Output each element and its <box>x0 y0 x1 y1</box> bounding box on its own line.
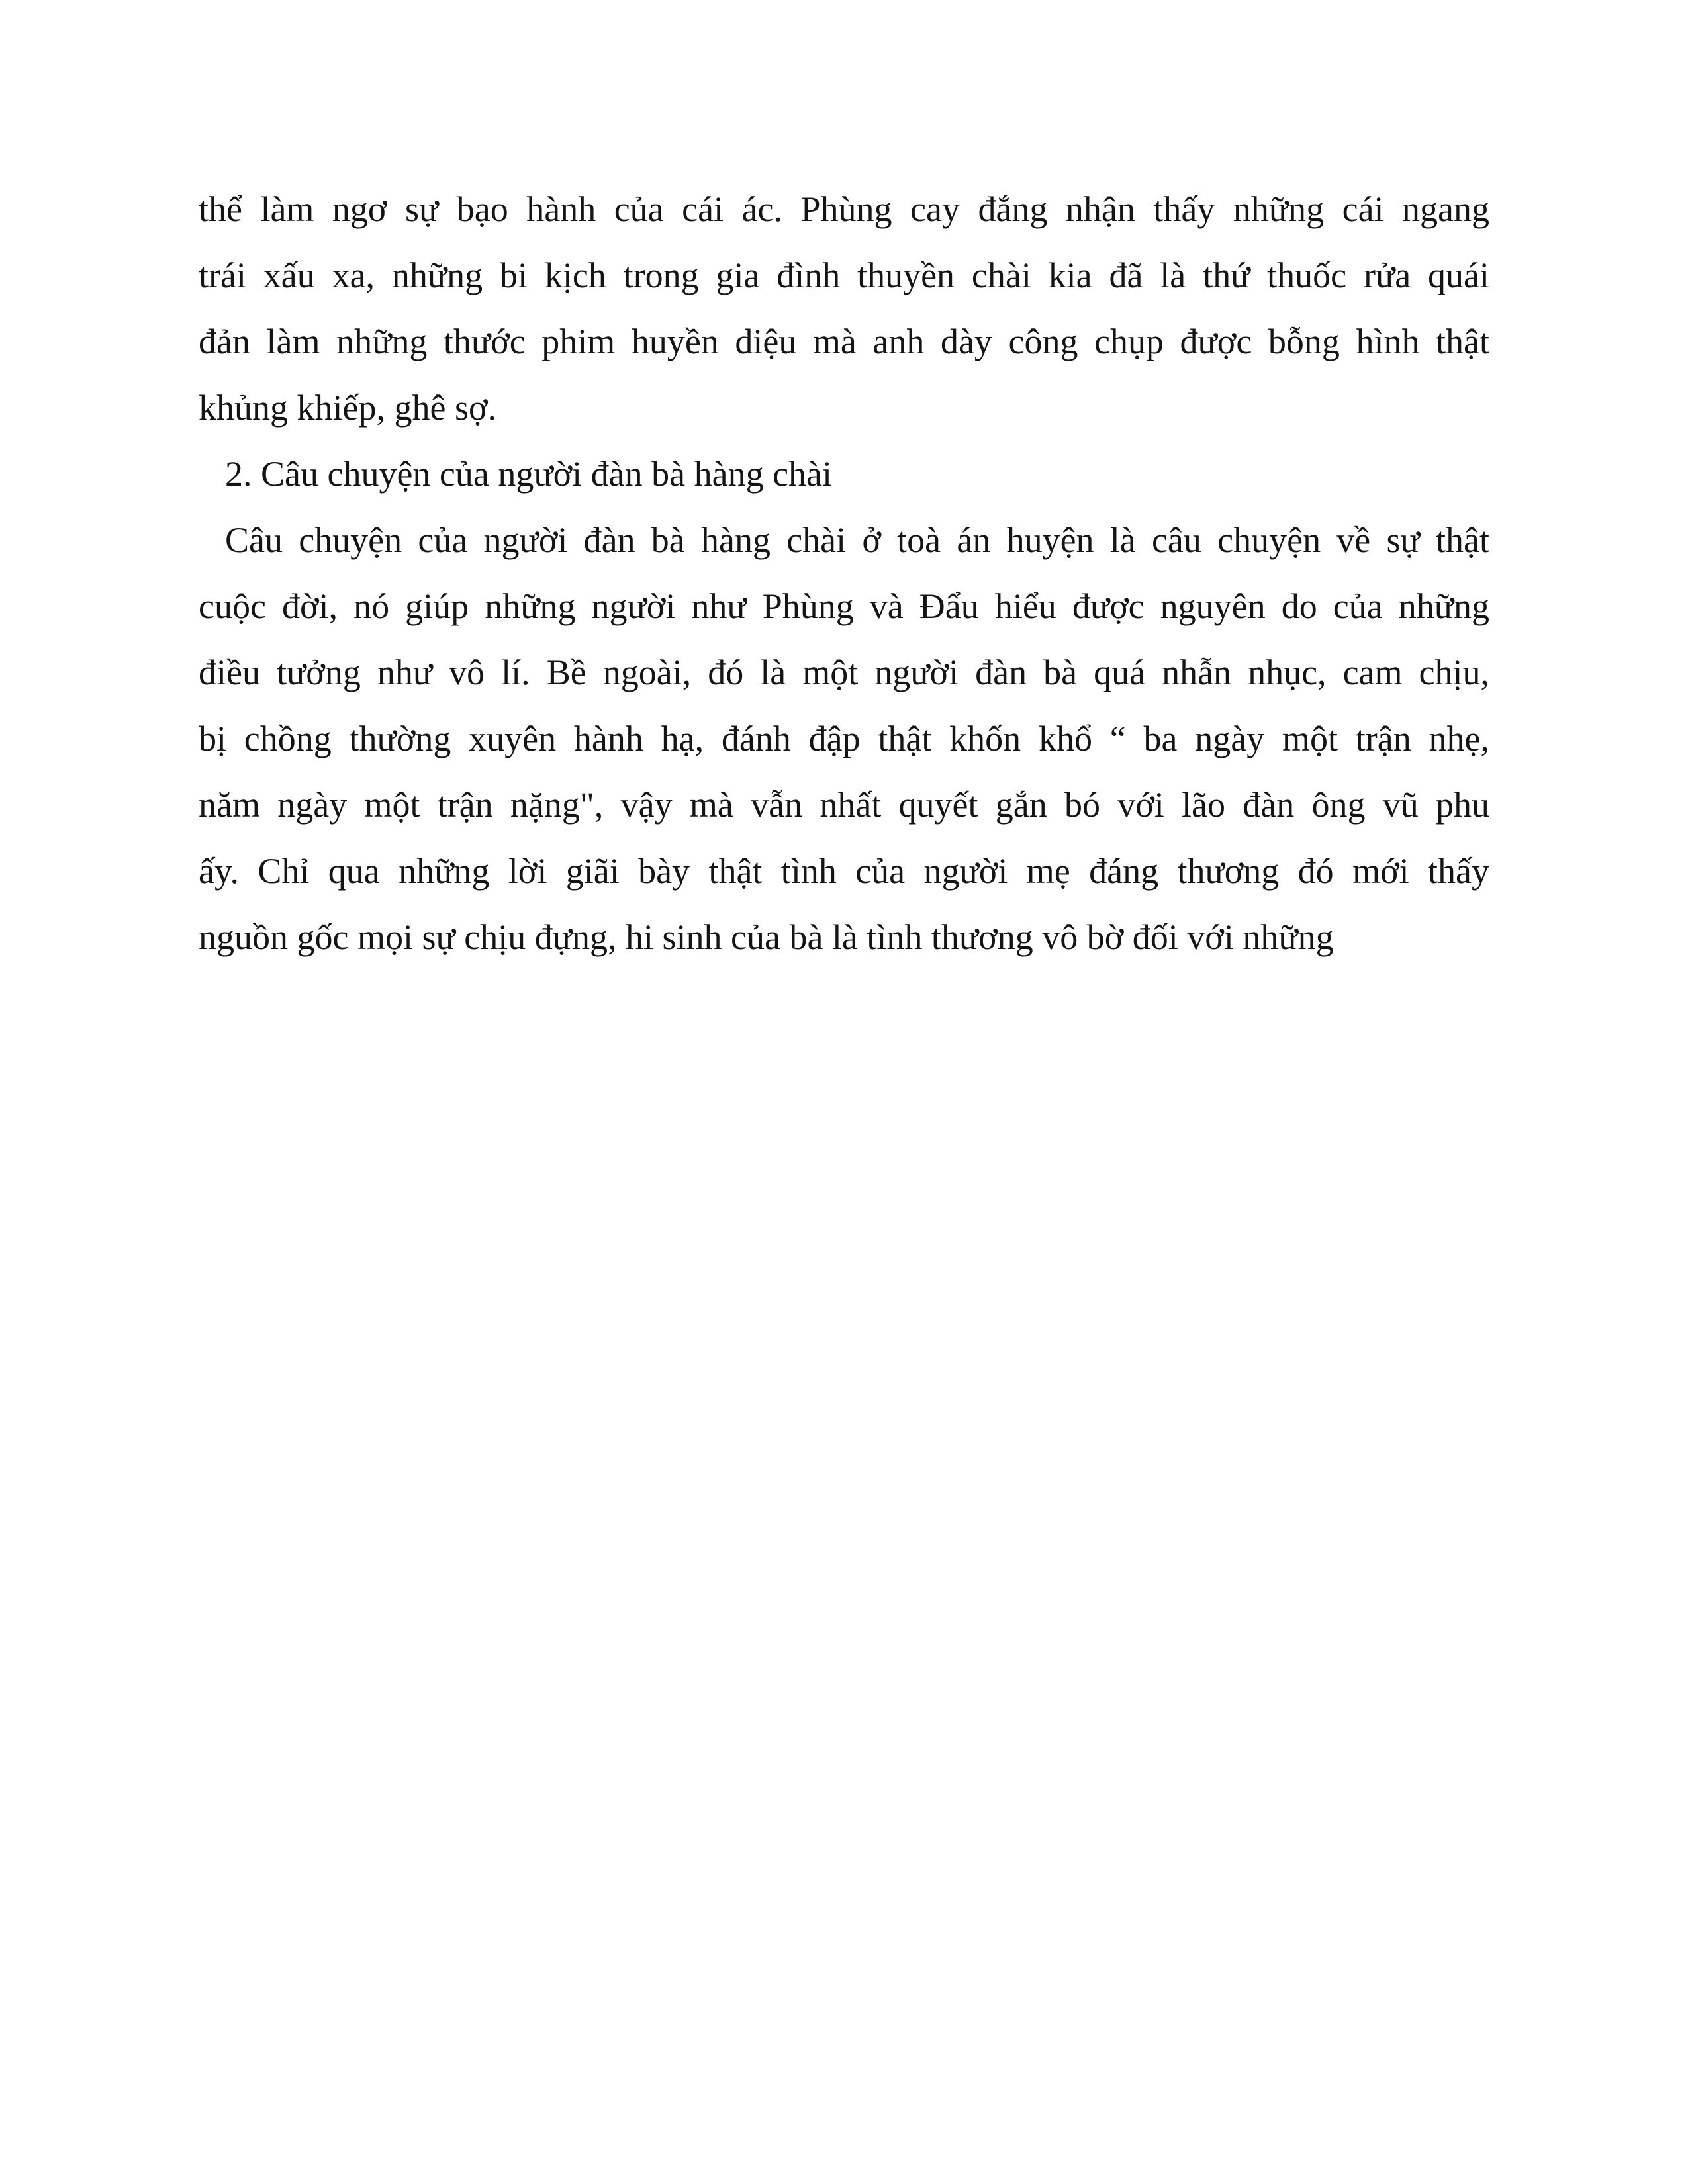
paragraph-1-line-2: trái xấu xa, những bi kịch trong gia đình thuyền chài kia đã là thứ thuốc rửa quái <box>199 255 1489 295</box>
paragraph-2-line-4: bị chồng thường xuyên hành hạ, đánh đập thật khốn khổ “ ba ngày một trận nhẹ, <box>199 719 1489 758</box>
paragraph-2-line-5: năm ngày một trận nặng", vậy mà vẫn nhất quyết gắn bó với lão đàn ông vũ phu <box>199 785 1489 825</box>
paragraph-2-line-7: nguồn gốc mọi sự chịu đựng, hi sinh của bà là tình thương vô bờ đối với những <box>199 917 1334 957</box>
body-text <box>199 176 1489 970</box>
paragraph-1 <box>199 176 1489 441</box>
paragraph-2-line-2: cuộc đời, nó giúp những người như Phùng và Đẩu hiểu được nguyên do của những <box>199 586 1489 626</box>
paragraph-1-line-1: thể làm ngơ sự bạo hành của cái ác. Phùng cay đắng nhận thấy những cái ngang <box>199 189 1489 229</box>
section-heading: 2. Câu chuyện của người đàn bà hàng chài <box>225 454 833 494</box>
paragraph-2-line-3: điều tưởng như vô lí. Bề ngoài, đó là một người đàn bà quá nhẫn nhục, cam chịu, <box>199 653 1489 692</box>
paragraph-2-line-1: Câu chuyện của người đàn bà hàng chài ở toà án huyện là câu chuyện về sự thật <box>225 520 1489 560</box>
paragraph-1-line-4: khủng khiếp, ghê sợ. <box>199 388 497 428</box>
paragraph-2-line-6: ấy. Chỉ qua những lời giãi bày thật tình của người mẹ đáng thương đó mới thấy <box>199 851 1489 891</box>
paragraph-2 <box>199 507 1489 970</box>
paragraph-1-line-3: đản làm những thước phim huyền diệu mà anh dày công chụp được bỗng hình thật <box>199 322 1489 361</box>
